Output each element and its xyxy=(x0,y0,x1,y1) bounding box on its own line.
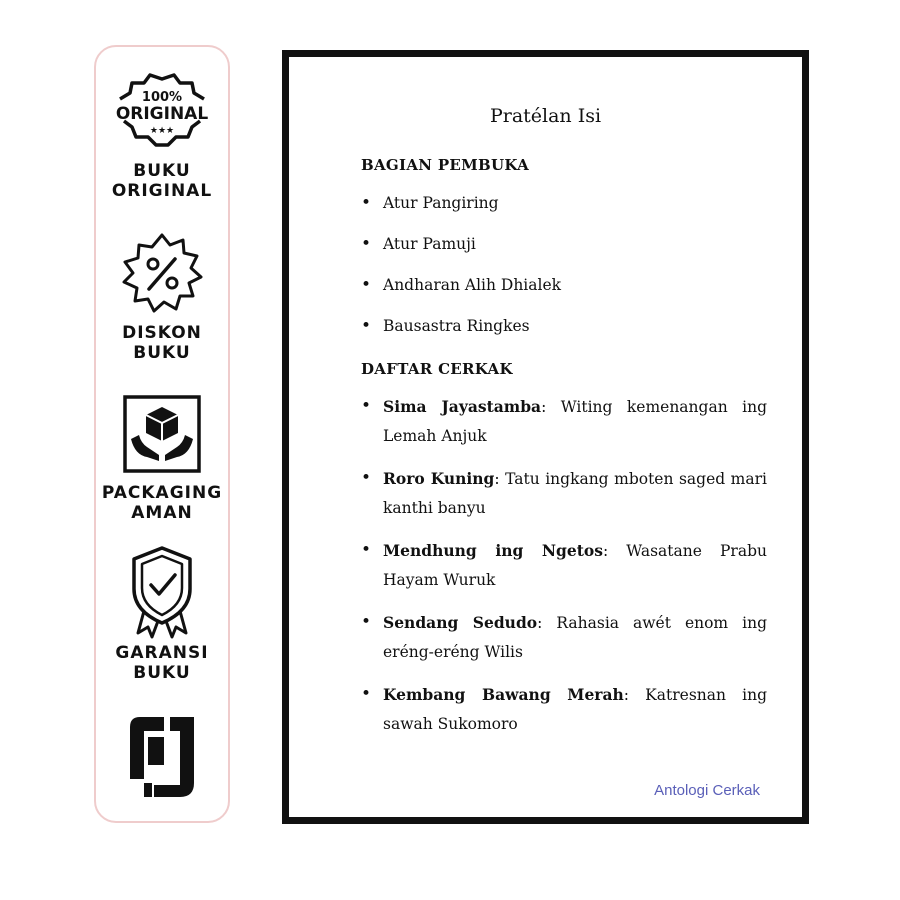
opening-list xyxy=(361,189,767,353)
svg-text:★★★: ★★★ xyxy=(149,126,175,136)
badge-guarantee xyxy=(96,545,228,683)
story-desc: : Katresnan ing sawah Sukomoro xyxy=(383,686,768,733)
discount-icon xyxy=(117,231,207,317)
list-item xyxy=(361,392,767,451)
package-hands-icon xyxy=(123,395,201,473)
badge-label: GARANSI BUKU xyxy=(115,643,209,683)
toc-card xyxy=(282,50,809,824)
story-desc: : Wasatane Prabu Hayam Wuruk xyxy=(383,542,767,589)
badge-label: BUKU ORIGINAL xyxy=(111,161,213,201)
badge-original xyxy=(96,69,228,201)
story-title: Sendang Sedudo xyxy=(383,613,538,632)
list-item xyxy=(361,680,767,739)
list-item: • Atur Pamuji xyxy=(361,230,767,259)
badge-label: DISKON BUKU xyxy=(122,323,202,363)
story-title: Kembang Bawang Merah xyxy=(383,685,624,704)
list-item xyxy=(361,464,767,523)
badge-strip xyxy=(94,45,230,823)
badge-packaging xyxy=(96,395,228,523)
story-desc: : Witing kemenangan ing Lemah Anjuk xyxy=(383,398,767,445)
shield-check-icon xyxy=(130,545,194,639)
story-desc: : Rahasia awét enom ing eréng-eréng Wilis xyxy=(383,614,767,661)
publisher-logo-icon xyxy=(124,713,200,803)
list-item xyxy=(361,608,767,667)
svg-text:100%: 100% xyxy=(141,90,183,105)
story-title: Sima Jayastamba xyxy=(383,397,542,416)
list-item: • Andharan Alih Dhialek xyxy=(361,271,767,300)
list-item xyxy=(361,536,767,595)
section-heading-cerkak: DAFTAR CERKAK xyxy=(361,360,513,378)
footer-note: Antologi Cerkak xyxy=(654,782,760,799)
badge-publisher xyxy=(96,713,228,803)
story-title: Roro Kuning xyxy=(383,469,495,488)
story-desc: : Tatu ingkang mboten saged mari kanthi banyu xyxy=(383,470,767,517)
section-heading-opening: BAGIAN PEMBUKA xyxy=(361,156,530,174)
svg-text:ORIGINAL: ORIGINAL xyxy=(115,104,209,124)
list-item: • Atur Pangiring xyxy=(361,189,767,218)
cerkak-list xyxy=(361,392,767,752)
document-title: Pratélan Isi xyxy=(489,105,602,127)
badge-label: PACKAGING AMAN xyxy=(101,483,223,523)
story-title: Mendhung ing Ngetos xyxy=(383,541,603,560)
badge-discount xyxy=(96,231,228,363)
list-item: • Bausastra Ringkes xyxy=(361,312,767,341)
original-seal-icon xyxy=(110,69,214,161)
